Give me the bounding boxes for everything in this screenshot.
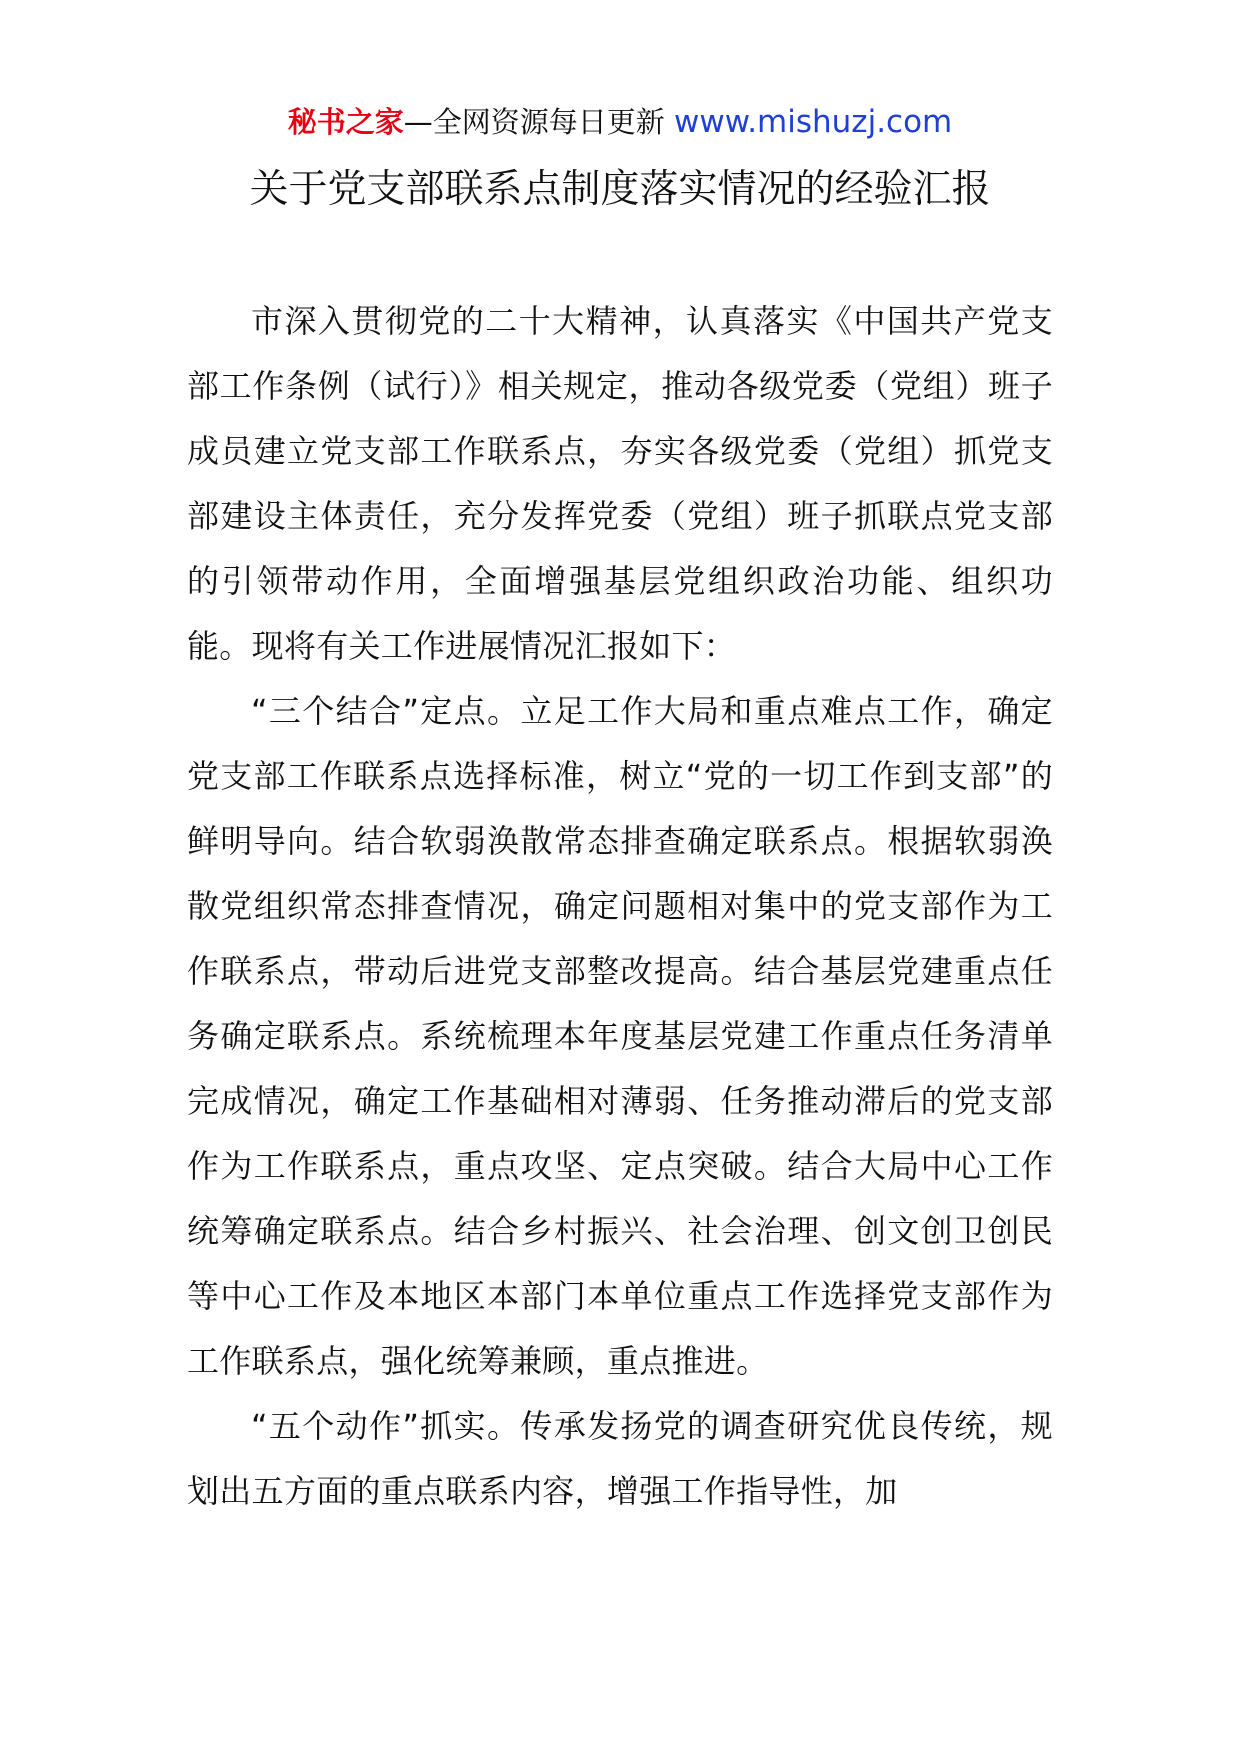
document-title: 关于党支部联系点制度落实情况的经验汇报 [249, 167, 991, 212]
paragraph-three-combinations: “三个结合”定点。立足工作大局和重点难点工作，确定党支部工作联系点选择标准，树立“党的一切工作到支部”的鲜明导向。结合软弱涣散常态排查确定联系点。根据软弱涣散党组织常态排查情况，确定问题相对集中的党支部作为工作联系点，带动后进党支部整改提高。结合基层党建重点任务确定联系点。系统梳理本年度基层党建工作重点任务清单完成情况，确定工作基础相对薄弱、任务推动滞后的党支部作为工作联系点，重点攻坚、定点突破。结合大局中心工作统筹确定联系点。结合乡村振兴、社会治理、创文创卫创民等中心工作及本地区本部门本单位重点工作选择党支部作为工作联系点，强化统筹兼顾，重点推进。 [187, 692, 1053, 1380]
document-body [187, 289, 1053, 1524]
paragraph-intro: 市深入贯彻党的二十大精神，认真落实《中国共产党支部工作条例（试行）》相关规定，推动各级党委（党组）班子成员建立党支部工作联系点，夯实各级党委（党组）抓党支部建设主体责任，充分发挥党委（党组）班子抓联点党支部的引领带动作用，全面增强基层党组织政治功能、组织功能。现将有关工作进展情况汇报如下： [187, 302, 1053, 665]
header-tagline: —全网资源每日更新 [403, 105, 665, 139]
site-url-link[interactable]: www.mishuzj.com [673, 104, 953, 140]
paragraph-five-actions: “五个动作”抓实。传承发扬党的调查研究优良传统，规划出五方面的重点联系内容，增强工作指导性，加 [187, 1407, 1053, 1510]
site-header [0, 100, 1240, 144]
brand-name: 秘书之家 [287, 105, 404, 139]
